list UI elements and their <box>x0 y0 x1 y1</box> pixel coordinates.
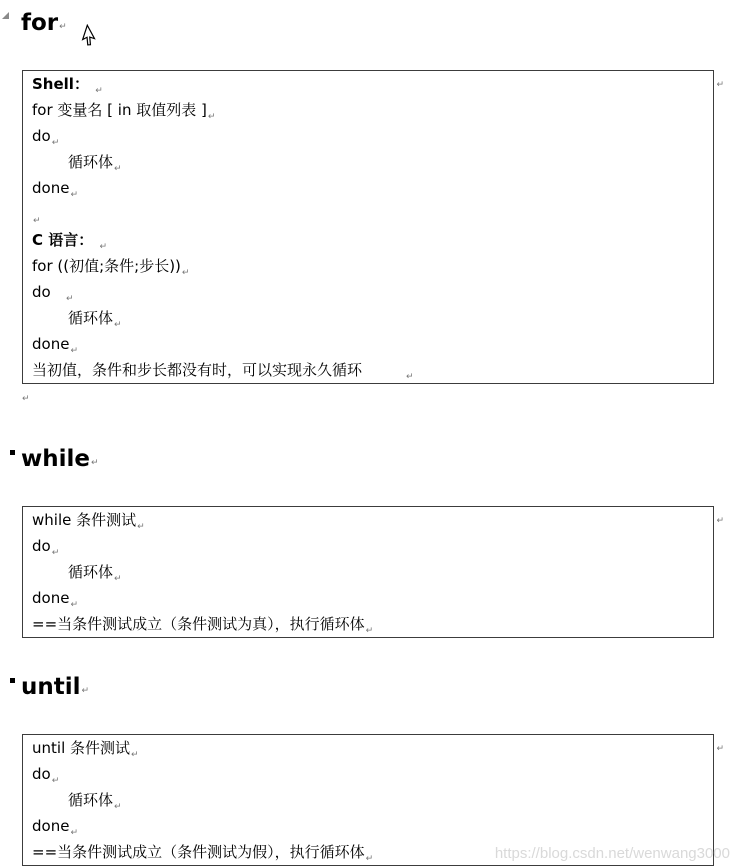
heading-for <box>10 8 67 38</box>
for-line-11: done$_↵$ <box>32 335 78 356</box>
paragraph-mark: ↵ <box>81 686 90 696</box>
for-line-8: for ((初值;条件;步长))$_↵$ <box>32 257 190 278</box>
row-end-mark: ↵ <box>716 516 724 526</box>
while-line-4: done$_↵$ <box>32 589 78 610</box>
paragraph-mark: ↵ <box>91 458 99 468</box>
watermark: https://blog.csdn.net/wenwang3000 <box>494 845 730 862</box>
heading-while-text: while <box>21 446 90 472</box>
for-line-1: Shell： $_↵$ <box>32 75 103 96</box>
until-line-1: until 条件测试$_↵$ <box>32 739 139 760</box>
while-line-2: $do_↵$ <box>32 537 60 558</box>
for-code-box <box>22 70 714 384</box>
until-line-3: 循环体$_↵$ <box>68 791 122 812</box>
paragraph-mark: ↵ <box>59 22 67 32</box>
for-line-7: C 语言： $_↵$ <box>32 231 108 252</box>
until-line-2: $do_↵$ <box>32 765 60 786</box>
heading-for-text: for <box>21 10 59 36</box>
until-line-5: ==当条件测试成立（条件测试为假），执行循环体$_↵$ <box>32 843 374 864</box>
heading-bullet-icon <box>10 450 15 455</box>
row-end-mark: ↵ <box>716 744 724 754</box>
while-line-3: 循环体$_↵$ <box>68 563 122 584</box>
row-end-mark: ↵ <box>716 80 724 90</box>
for-line-6: ↵ <box>33 216 41 226</box>
heading-bullet-icon <box>10 678 15 683</box>
for-line-3: $do_↵$ <box>32 127 60 148</box>
heading-until-text: until <box>21 674 81 700</box>
collapse-triangle-icon[interactable] <box>2 12 9 19</box>
paragraph-mark: ↵ <box>22 394 30 404</box>
while-line-1: while 条件测试$_↵$ <box>32 511 145 532</box>
for-line-9: do $_↵$ <box>32 283 74 304</box>
heading-while <box>10 444 99 474</box>
for-line-12: 当初值，条件和步长都没有时，可以实现永久循环 $_↵$ <box>32 361 414 382</box>
for-line-10: 循环体$_↵$ <box>68 309 122 330</box>
until-line-4: done$_↵$ <box>32 817 78 838</box>
while-line-5: ==当条件测试成立（条件测试为真），执行循环体$_↵$ <box>32 615 374 636</box>
heading-until <box>10 672 89 702</box>
for-line-2: for 变量名 [ in 取值列表 ]$_↵$ <box>32 101 216 122</box>
mouse-cursor-icon <box>78 24 98 50</box>
while-code-box <box>22 506 714 638</box>
for-line-4: 循环体$_↵$ <box>68 153 122 174</box>
for-line-5: done$_↵$ <box>32 179 78 200</box>
